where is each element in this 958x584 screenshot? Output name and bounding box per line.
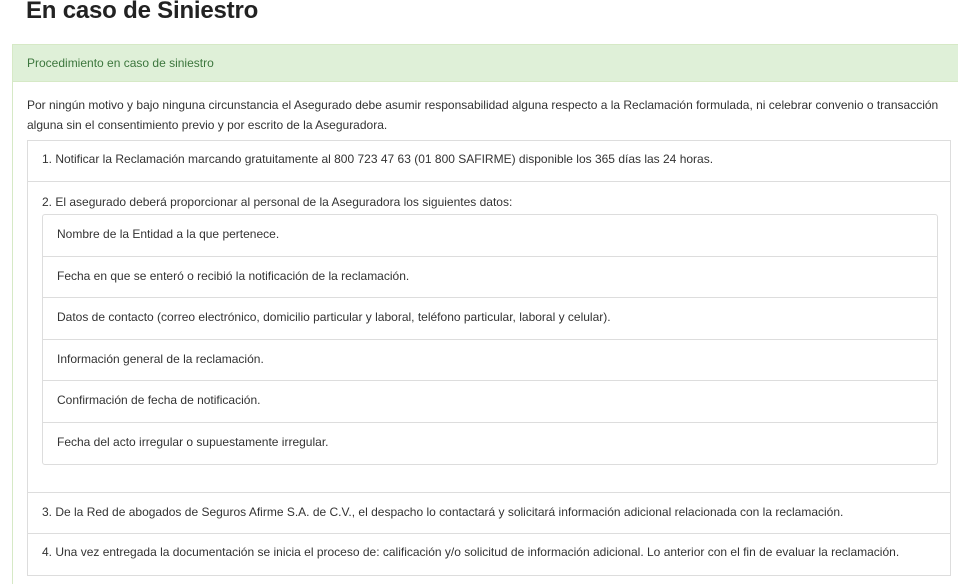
required-data-list [42,214,938,465]
list-item: Confirmación de fecha de notificación. [43,381,937,423]
list-item: Información general de la reclamación. [43,340,937,382]
list-item: Fecha del acto irregular o supuestamente irregular. [57,434,329,449]
list-item: 3. De la Red de abogados de Seguros Afirme S.A. de C.V., el despacho lo contactará y solicitará información adicional relacionada con la reclamación. [28,493,950,534]
list-item: 4. Una vez entregada la documentación se inicia el proceso de: calificación y/o solicitud de información adicional. Lo anterior con el fin de evaluar la reclamación. [42,545,900,559]
panel-heading: Procedimiento en caso de siniestro [13,45,958,82]
list-item: Fecha en que se enteró o recibió la notificación de la reclamación. [43,257,937,299]
page-title: En caso de Siniestro [26,0,259,24]
list-item: Datos de contacto (correo electrónico, domicilio particular y laboral, teléfono particular, laboral y celular). [43,298,937,340]
list-item [28,182,950,493]
steps-list [27,140,951,576]
step-2-label: 2. El asegurado deberá proporcionar al personal de la Aseguradora los siguientes datos: [42,195,513,209]
list-item: Nombre de la Entidad a la que pertenece. [43,215,937,257]
panel-body [13,82,958,576]
list-item: 1. Notificar la Reclamación marcando gratuitamente al 800 723 47 63 (01 800 SAFIRME) disponible los 365 días las 24 horas. [28,141,950,182]
procedure-panel [12,44,958,584]
intro-text: Por ningún motivo y bajo ninguna circunstancia el Asegurado debe asumir responsabilidad alguna respecto a la Reclamación formulada, ni celebrar convenio o transacción alguna sin el consentimiento previo y por escrito de la Aseguradora. [27,98,939,132]
